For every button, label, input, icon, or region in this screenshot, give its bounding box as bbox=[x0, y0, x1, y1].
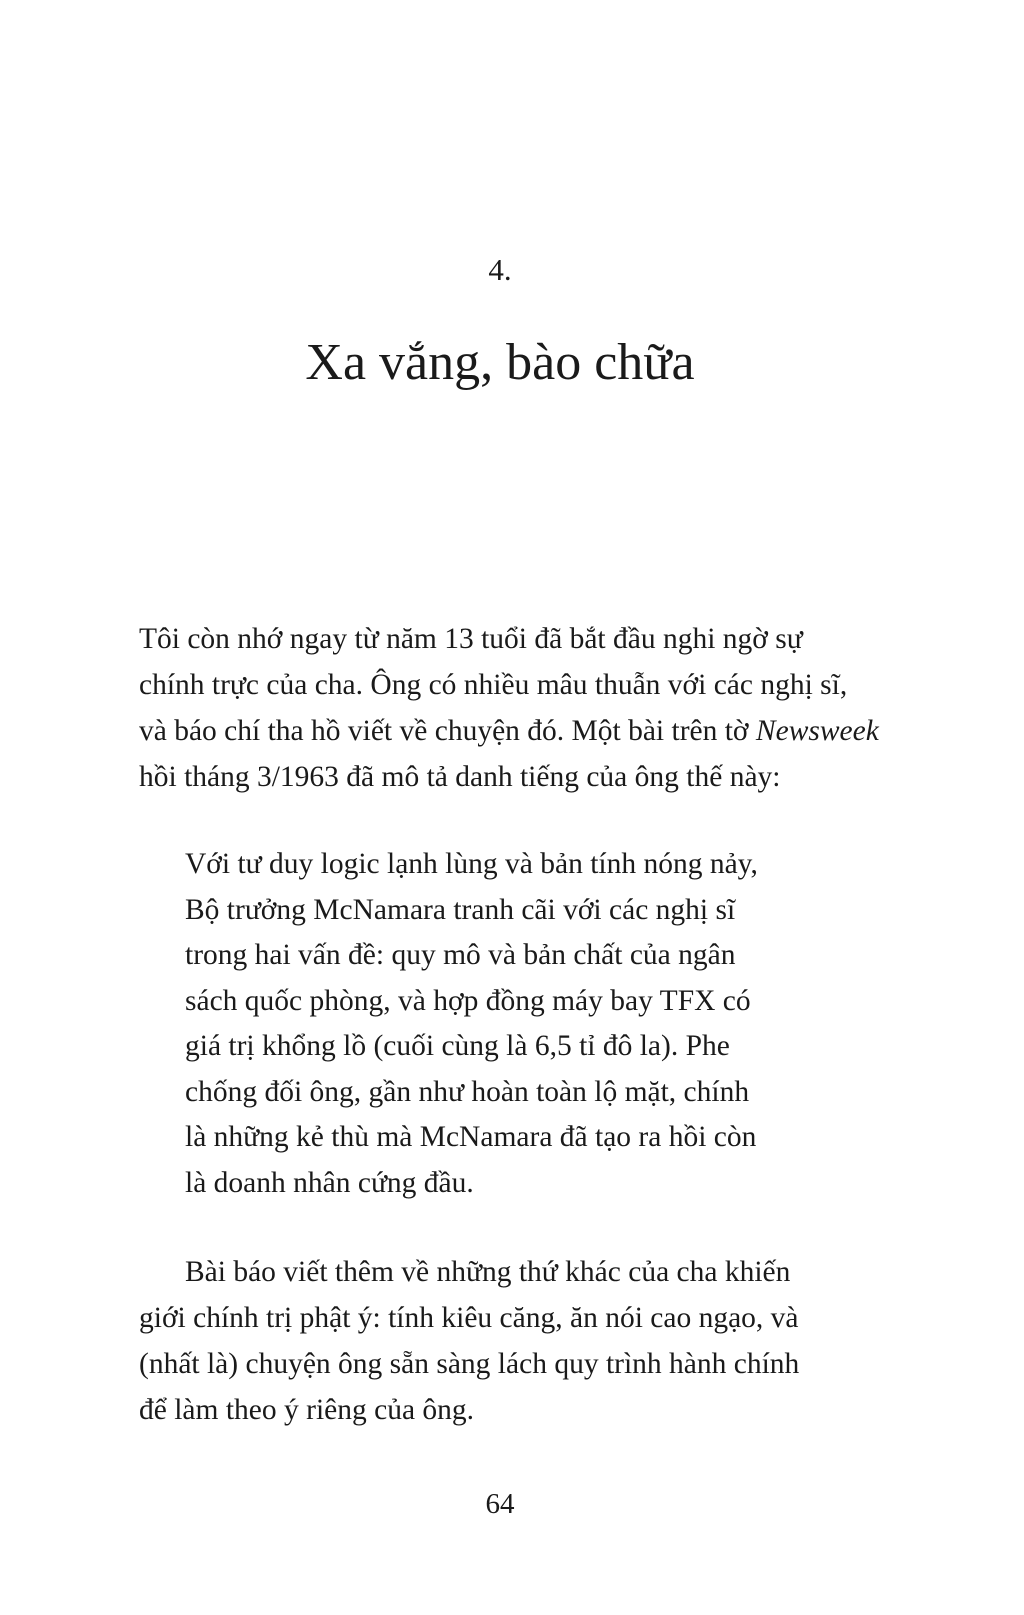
page-number: 64 bbox=[485, 1488, 515, 1520]
paragraph-2 bbox=[139, 1249, 859, 1433]
chapter-title: Xa vắng, bào chữa bbox=[305, 334, 695, 391]
chapter-number: 4. bbox=[488, 252, 512, 287]
quote-line: là doanh nhân cứng đầu. bbox=[185, 1166, 474, 1199]
paragraph-line: (nhất là) chuyện ông sẵn sàng lách quy trình hành chính bbox=[139, 1348, 800, 1380]
quote-line: giá trị khổng lồ (cuối cùng là 6,5 tỉ đô la). Phe bbox=[185, 1030, 730, 1062]
quote-line: Bộ trưởng McNamara tranh cãi với các nghị sĩ bbox=[185, 893, 736, 926]
paragraph-line: để làm theo ý riêng của ông. bbox=[139, 1394, 475, 1426]
paragraph-line: Bài báo viết thêm về những thứ khác của cha khiến bbox=[185, 1256, 791, 1288]
paragraph-line: giới chính trị phật ý: tính kiêu căng, ăn nói cao ngạo, và bbox=[139, 1302, 799, 1334]
paragraph-text: và báo chí tha hồ viết về chuyện đó. Một bài trên tờ bbox=[139, 715, 756, 747]
quote-line: là những kẻ thù mà McNamara đã tạo ra hồi còn bbox=[185, 1121, 757, 1153]
paragraph-line: Tôi còn nhớ ngay từ năm 13 tuổi đã bắt đầu nghi ngờ sự bbox=[139, 623, 803, 655]
paragraph-line: chính trực của cha. Ông có nhiều mâu thuẫn với các nghị sĩ, bbox=[139, 669, 848, 701]
magazine-name: Newsweek bbox=[755, 715, 879, 747]
quote-line: sách quốc phòng, và hợp đồng máy bay TFX có bbox=[185, 984, 751, 1017]
paragraph-line bbox=[139, 708, 879, 754]
quote-line: trong hai vấn đề: quy mô và bản chất của ngân bbox=[185, 939, 736, 971]
quote-line: Với tư duy logic lạnh lùng và bản tính nóng nảy, bbox=[185, 848, 758, 880]
paragraph-1 bbox=[139, 616, 879, 800]
quote-line: chống đối ông, gần như hoàn toàn lộ mặt, chính bbox=[185, 1075, 750, 1108]
block-quote bbox=[185, 842, 811, 1206]
paragraph-line: hồi tháng 3/1963 đã mô tả danh tiếng của ông thế này: bbox=[139, 761, 781, 793]
